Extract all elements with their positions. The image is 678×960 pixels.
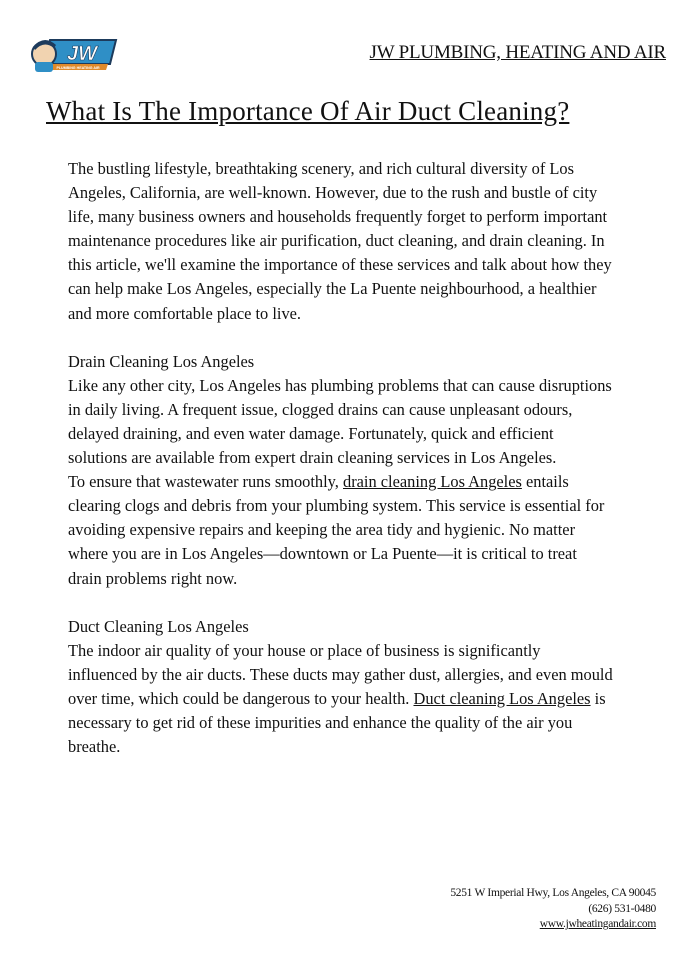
company-logo (30, 32, 118, 74)
contact-footer (450, 886, 656, 933)
logo-graphic (30, 32, 118, 74)
footer-address: 5251 W Imperial Hwy, Los Angeles, CA 90045 (450, 887, 656, 899)
logo-text: JW (67, 43, 97, 65)
footer-website-link[interactable]: www.jwheatingandair.com (539, 918, 656, 930)
duct-para-text-start: The indoor air quality of your house or place of business is significantly influenced by the air ducts. These ducts may gather dust, allergies, and even mould over time, which could be dangerous to your health. (68, 640, 613, 708)
duct-paragraph (68, 639, 613, 759)
section-heading-drain: Drain Cleaning Los Angeles (68, 351, 255, 371)
duct-para-text-end: is necessary to get rid of these impurities and enhance the quality of the air you breathe. (68, 688, 606, 757)
drain-para2-text-start: To ensure that wastewater runs smoothly, (68, 472, 343, 492)
drain-para2-text-end: entails clearing clogs and debris from your plumbing system. This service is essential for avoiding expensive repairs and keeping the area tidy and hygienic. No matter where you are in Los Angeles—downtown or La Puente—it is critical to treat drain problems right now. (68, 472, 605, 588)
company-name: JW PLUMBING, HEATING AND AIR (369, 42, 666, 63)
drain-paragraph-1: Like any other city, Los Angeles has plumbing problems that can cause disruptions in daily living. A frequent issue, clogged drains can cause unpleasant odours, delayed draining, and even water damage. Fortunately, quick and efficient solutions are available from expert drain cleaning services in Los Angeles. (68, 375, 612, 468)
section-heading-duct: Duct Cleaning Los Angeles (68, 616, 249, 636)
footer-phone: (626) 531-0480 (588, 902, 656, 915)
intro-paragraph: The bustling lifestyle, breathtaking scenery, and rich cultural diversity of Los Angeles, California, are well-known. However, due to the rush and bustle of city life, many business owners and households frequently forget to perform important maintenance procedures like air purification, duct cleaning, and drain cleaning. In this article, we'll examine the importance of these services and talk about how they can help make Los Angeles, especially the La Puente neighbourhood, a healthier and more comfortable place to live. (68, 159, 612, 323)
logo-subtext: PLUMBING HEATING AIR (56, 66, 100, 70)
drain-paragraph-2 (68, 470, 613, 590)
article-body (68, 157, 613, 759)
drain-cleaning-link[interactable]: drain cleaning Los Angeles (343, 472, 522, 492)
duct-cleaning-link[interactable]: Duct cleaning Los Angeles (413, 688, 591, 708)
page-title: What Is The Importance Of Air Duct Cleaning? (46, 96, 570, 126)
